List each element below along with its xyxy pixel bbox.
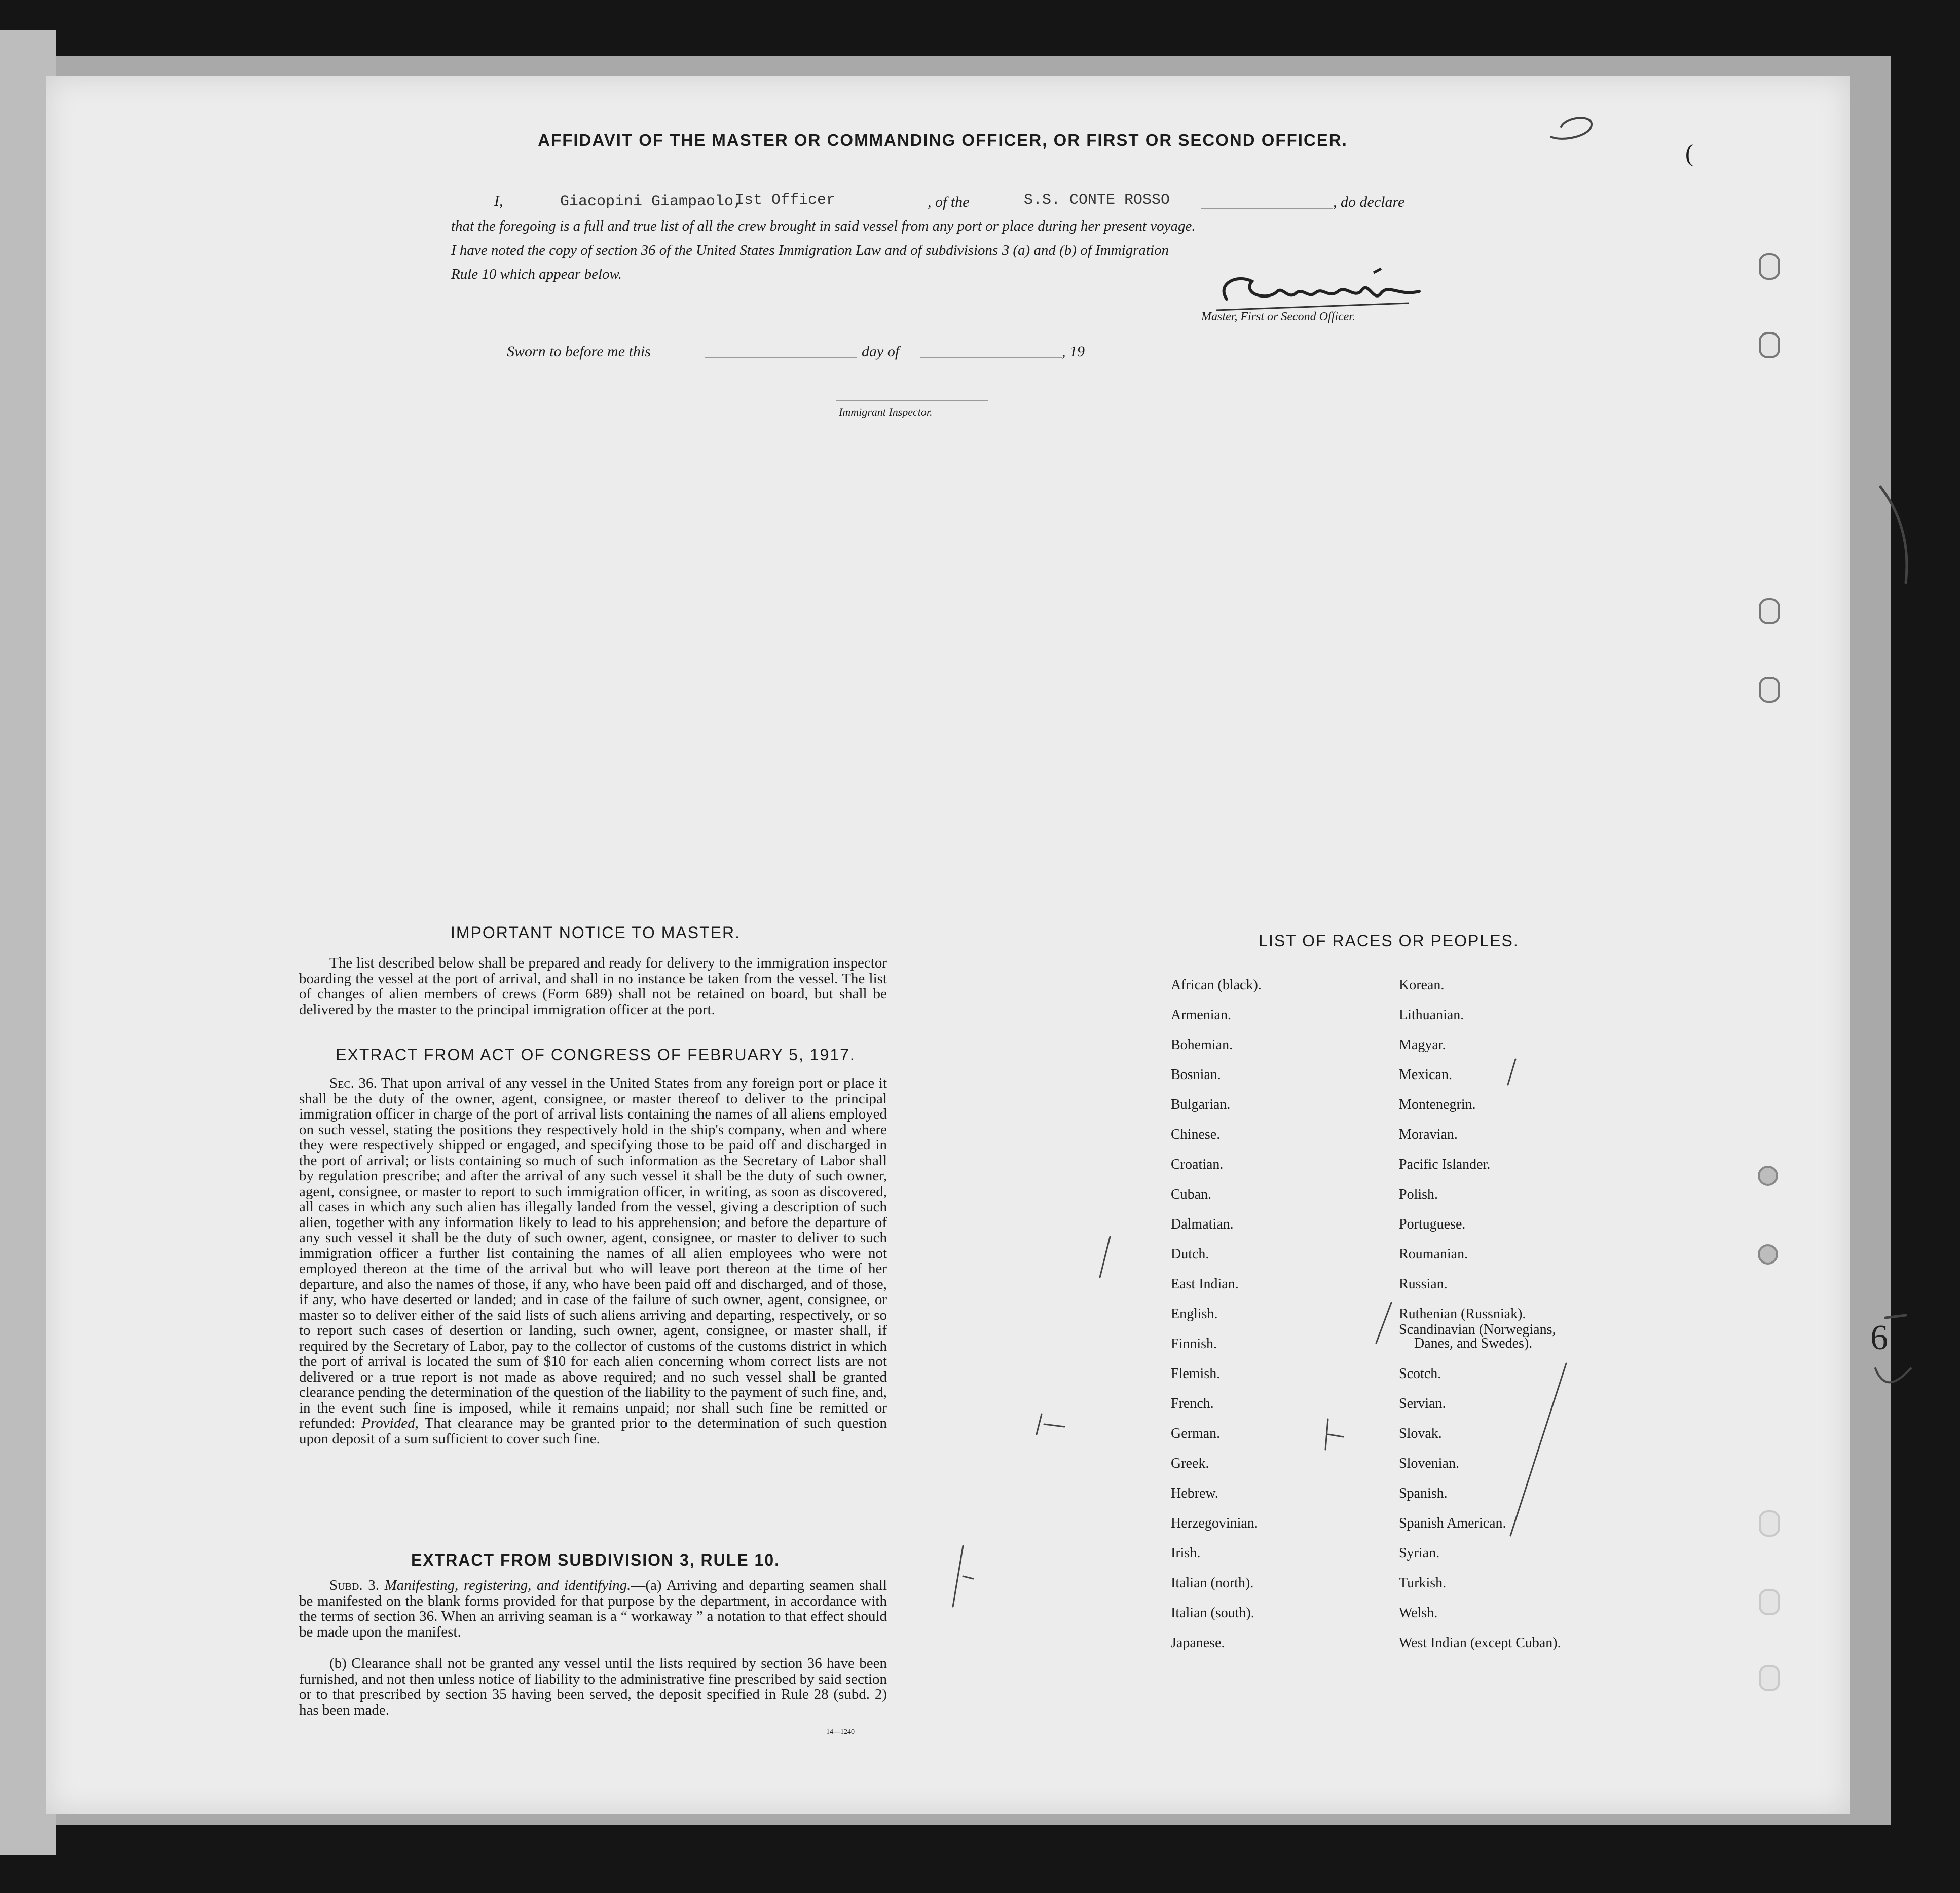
year-label: , 19: [1062, 343, 1085, 360]
race-item: Japanese.: [1171, 1635, 1225, 1651]
race-item: German.: [1171, 1426, 1221, 1441]
race-item: Dutch.: [1171, 1246, 1209, 1262]
race-item: Cuban.: [1171, 1186, 1212, 1202]
affidavit-line-2: that the foregoing is a full and true list of all the crew brought in said vessel from any port or place during her present voyage.: [451, 218, 1196, 234]
races-title: LIST OF RACES OR PEOPLES.: [1259, 932, 1519, 950]
day-of-label: day of: [862, 343, 900, 360]
race-item: Bosnian.: [1171, 1067, 1221, 1083]
race-item: East Indian.: [1171, 1276, 1239, 1292]
race-item: Dalmatian.: [1171, 1216, 1234, 1232]
race-item: Greek.: [1171, 1456, 1209, 1471]
race-item: Bulgarian.: [1171, 1097, 1231, 1112]
race-item: Moravian.: [1399, 1127, 1458, 1142]
race-item: Spanish.: [1399, 1486, 1448, 1501]
extract-rule-title: EXTRACT FROM SUBDIVISION 3, RULE 10.: [411, 1551, 781, 1569]
margin-handwritten-number: 6: [1870, 1318, 1888, 1357]
race-item: Finnish.: [1171, 1336, 1217, 1352]
race-item: Montenegrin.: [1399, 1097, 1476, 1112]
section-36-text: That upon arrival of any vessel in the United States from any foreign port or place it shall be the duty of the owner, agent, consignee, or master thereof to deliver to the principal immigration officer in charge of the port of arrival lists containing the names of all aliens employed on such vessel, stating the positions they respectively hold in the ship's company, when and where they were respectively shipped or engaged, and specifying those to be paid off and discharged in the port of arrival; or lists containing so much of such information as the Secretary of Labor shall by regulation prescribe; and after the arrival of any such vessel it shall be the duty of such owner, agent, consignee, or master to report to such immigration officer, in writing, as soon as discovered, all cases in which any such alien has illegally landed from the vessel, giving a description of such alien, together with any information likely to lead to his apprehension; and before the departure of any such vessel it shall be the duty of such owner, agent, consignee, or master to deliver to such immigration officer a further list containing the names of all alien employees who were not employed thereon at the time of the arrival but who will leave port thereon at the time of her departure, and also the names of those, if any, who have been paid off and discharged, and of those, if any, who have deserted or landed; and in case of the failure of such owner, agent, consignee, or master so to deliver either of the said lists of such aliens arriving and departing, respectively, or so to report such cases of desertion or landing, such owner, agent, consignee, or master shall, if required by the Secretary of Labor, pay to the collector of customs of the customs district in which the port of arrival is located the sum of $10 for each alien concerning whom correct lists are not delivered or a true report is not made as above required; and no such vessel shall be granted clearance pending the determination of the question of the liability to the payment of such fine, and, in the event such fine is imposed, while it remains unpaid; nor shall such fine be remitted or refunded:: [299, 1075, 887, 1431]
race-item: Ruthenian (Russniak).: [1399, 1306, 1526, 1322]
race-item: Russian.: [1399, 1276, 1448, 1292]
affidavit-title: AFFIDAVIT OF THE MASTER OR COMMANDING OFFICER, OR FIRST OR SECOND OFFICER.: [538, 131, 1348, 150]
race-item: French.: [1171, 1396, 1214, 1412]
race-item: Spanish American.: [1399, 1515, 1506, 1531]
rule-para-b: (b) Clearance shall not be granted any vessel until the lists required by section 36 have been furnished, and not then unless notice of liability to the administrative fine prescribed by said section or to that prescribed by section 35 having been served, the deposit specified in Rule 28 (subd. 2) has been made.: [299, 1655, 887, 1718]
race-item: Mexican.: [1399, 1067, 1452, 1083]
subd-heading: Manifesting, registering, and identifying.: [384, 1577, 631, 1593]
race-item: Roumanian.: [1399, 1246, 1468, 1262]
of-the-label: , of the: [928, 194, 970, 210]
race-item: Lithuanian.: [1399, 1007, 1464, 1023]
race-item: Scotch.: [1399, 1366, 1441, 1382]
notice-title: IMPORTANT NOTICE TO MASTER.: [451, 923, 741, 942]
section-36-text-end: That clearance may be granted prior to the determination of such question upon deposit of a sum sufficient to cover such fine.: [299, 1415, 887, 1447]
declare-label: , do declare: [1333, 194, 1405, 210]
form-number: 14—1240: [826, 1728, 855, 1736]
section-label: Sec. 36.: [329, 1075, 377, 1091]
vessel-name: S.S. CONTE ROSSO: [1024, 192, 1170, 209]
race-item: Polish.: [1399, 1186, 1438, 1202]
subd-label: Subd. 3.: [329, 1577, 379, 1593]
affidavit-i-label: I,: [494, 193, 503, 209]
officer-rank: Ist Officer: [735, 192, 836, 209]
race-item: Scandinavian (Norwegians,: [1399, 1322, 1556, 1338]
race-item: Servian.: [1399, 1396, 1446, 1412]
race-item: West Indian (except Cuban).: [1399, 1635, 1561, 1651]
race-item: Welsh.: [1399, 1605, 1438, 1621]
race-item: Bohemian.: [1171, 1037, 1233, 1053]
extract-act-title: EXTRACT FROM ACT OF CONGRESS OF FEBRUARY 5, 1917.: [336, 1046, 856, 1064]
race-item: Armenian.: [1171, 1007, 1231, 1023]
race-item: Herzegovinian.: [1171, 1515, 1258, 1531]
race-item: Chinese.: [1171, 1127, 1221, 1142]
race-item: Korean.: [1399, 977, 1445, 993]
race-item: Magyar.: [1399, 1037, 1446, 1053]
race-item: Slovenian.: [1399, 1456, 1459, 1471]
affidavit-line-4: Rule 10 which appear below.: [451, 266, 622, 282]
race-item: Italian (north).: [1171, 1575, 1254, 1591]
race-item: Italian (south).: [1171, 1605, 1254, 1621]
provided-label: Provided,: [361, 1415, 419, 1431]
inspector-caption: Immigrant Inspector.: [839, 405, 933, 418]
race-item: Syrian.: [1399, 1545, 1440, 1561]
officer-name: Giacopini Giampaolo,: [560, 193, 743, 210]
affidavit-line-3: I have noted the copy of section 36 of the United States Immigration Law and of subdivisions 3 (a) and (b) of Immigration: [451, 242, 1169, 258]
race-item: Pacific Islander.: [1399, 1157, 1491, 1172]
race-item: English.: [1171, 1306, 1218, 1322]
race-item: Irish.: [1171, 1545, 1201, 1561]
race-item: Slovak.: [1399, 1426, 1442, 1441]
race-item: Croatian.: [1171, 1157, 1224, 1172]
race-item: Flemish.: [1171, 1366, 1221, 1382]
sworn-label: Sworn to before me this: [507, 343, 651, 360]
race-item: Portuguese.: [1399, 1216, 1466, 1232]
notice-text: The list described below shall be prepared and ready for delivery to the immigration inspector boarding the vessel at the port of arrival, and shall in no instance be taken from the vessel. The list of changes of alien members of crews (Form 689) shall not be retained on board, but shall be delivered by the master to the principal immigration officer at the port.: [299, 955, 887, 1018]
race-item: African (black).: [1171, 977, 1262, 993]
race-item: Turkish.: [1399, 1575, 1447, 1591]
margin-mark: (: [1685, 140, 1693, 167]
signature-caption: Master, First or Second Officer.: [1201, 310, 1355, 323]
subd-para-a-text: —(a) Arriving and departing seamen shall be manifested on the blank forms provided for that purpose by the department, in accordance with the terms of section 36. When an arriving seaman is a “ workaway ” a notation to that effect should be made upon the manifest.: [299, 1577, 887, 1640]
race-item-continuation: Danes, and Swedes).: [1414, 1335, 1533, 1351]
race-item: Hebrew.: [1171, 1486, 1218, 1501]
